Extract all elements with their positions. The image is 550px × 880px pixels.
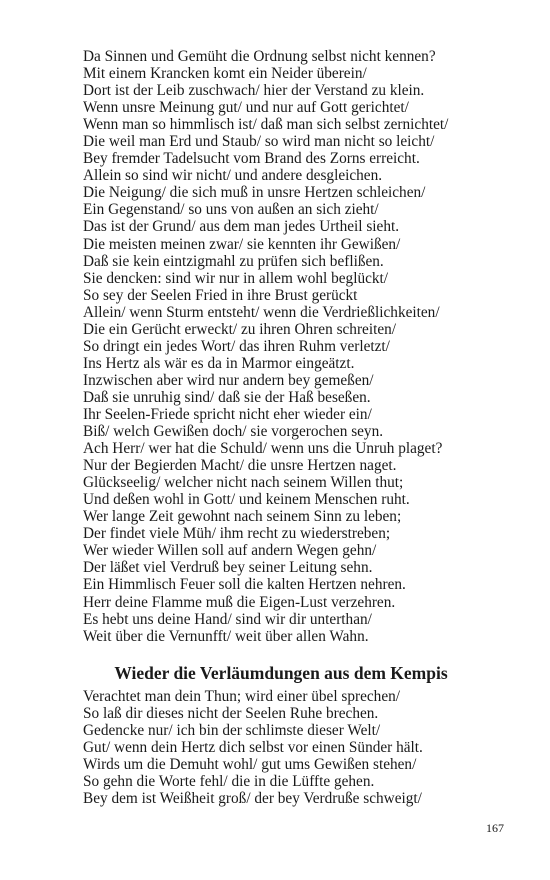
verse-line: Da Sinnen und Gemüht die Ordnung selbst nicht kennen?	[83, 48, 436, 65]
verse-line: Es hebt uns deine Hand/ sind wir dir unterthan/	[83, 610, 372, 628]
verse-line: Ins Hertz als wär es da in Marmor eingeätzt.	[83, 354, 355, 372]
verse-line: So sey der Seelen Fried in ihre Brust gerückt	[83, 286, 358, 304]
verse-line: Ihr Seelen-Friede spricht nicht eher wieder ein/	[83, 405, 372, 423]
verse-line: Das ist der Grund/ aus dem man jedes Urtheil sieht.	[83, 218, 400, 236]
verse-line: Nur der Begierden Macht/ die unsre Hertzen naget.	[83, 457, 397, 475]
verse-line: Wirds um die Demuht wohl/ gut ums Gewißen stehen/	[83, 756, 417, 774]
verse-line: Bey fremder Tadelsucht vom Brand des Zorns erreicht.	[83, 150, 420, 168]
verse-line: Sie dencken: sind wir nur in allem wohl beglückt/	[83, 269, 389, 287]
page-number: 167	[486, 821, 504, 835]
verse-line: Der findet viele Müh/ ihm recht zu wiederstreben;	[83, 525, 391, 543]
verse-line: Allein so sind wir nicht/ und andere desgleichen.	[83, 167, 383, 185]
verse-line: Ein Himmlisch Feuer soll die kalten Hertzen nehren.	[83, 576, 406, 594]
verse-line: Glückseelig/ welcher nicht nach seinem Willen thut;	[83, 474, 404, 492]
verse-line: So dringt ein jedes Wort/ das ihren Ruhm verletzt/	[83, 337, 390, 355]
verse-line: Daß sie kein eintzigmahl zu prüfen sich beflißen.	[83, 252, 384, 270]
verse-line: So laß dir dieses nicht der Seelen Ruhe brechen.	[83, 705, 379, 723]
verse-line: Herr deine Flamme muß die Eigen-Lust verzehren.	[83, 593, 396, 611]
verse-line: Gedencke nur/ ich bin der schlimste dieser Welt/	[83, 722, 381, 740]
verse-line: Mit einem Krancken komt ein Neider überein/	[83, 65, 367, 83]
verse-line: Weit über die Vernunfft/ weit über allen Wahn.	[83, 627, 369, 645]
poem-title: Wieder die Verläumdungen aus dem Kempis	[114, 663, 448, 683]
verse-line: Verachtet man dein Thun; wird einer übel sprechen/	[83, 688, 401, 705]
verse-line: Biß/ welch Gewißen doch/ sie vorgerochen seyn.	[83, 423, 384, 441]
poem-stanza-kempis	[83, 688, 523, 807]
verse-line: Und deßen wohl in Gott/ und keinem Menschen ruht.	[83, 491, 410, 509]
verse-line: Ach Herr/ wer hat die Schuld/ wenn uns die Unruh plaget?	[83, 440, 443, 458]
verse-line: Die ein Gerücht erweckt/ zu ihren Ohren schreiten/	[83, 320, 397, 338]
verse-line: Wer lange Zeit gewohnt nach seinem Sinn zu leben;	[83, 508, 402, 526]
verse-line: Die weil man Erd und Staub/ so wird man nicht so leicht/	[83, 133, 435, 151]
verse-line: Gut/ wenn dein Hertz dich selbst vor einen Sünder hält.	[83, 739, 423, 757]
verse-line: Ein Gegenstand/ so uns von außen an sich zieht/	[83, 201, 379, 219]
verse-line: Dort ist der Leib zuschwach/ hier der Verstand zu klein.	[83, 82, 425, 100]
verse-line: Allein/ wenn Sturm entsteht/ wenn die Verdrießlichkeiten/	[83, 303, 440, 321]
verse-line: Die Neigung/ die sich muß in unsre Hertzen schleichen/	[83, 184, 426, 202]
verse-line: Die meisten meinen zwar/ sie kennten ihr Gewißen/	[83, 235, 401, 253]
verse-line: Der läßet viel Verdruß bey seiner Leitung sehn.	[83, 559, 373, 577]
verse-line: So gehn die Worte fehl/ die in die Lüffte gehen.	[83, 773, 375, 791]
verse-line: Wenn man so himmlisch ist/ daß man sich selbst zernichtet/	[83, 116, 449, 134]
verse-line: Bey dem ist Weißheit groß/ der bey Verdruße schweigt/	[83, 790, 422, 808]
verse-line: Daß sie unruhig sind/ daß sie der Haß beseßen.	[83, 388, 371, 406]
verse-line: Wenn unsre Meinung gut/ und nur auf Gott gerichtet/	[83, 99, 409, 117]
verse-line: Inzwischen aber wird nur andern bey gemeßen/	[83, 371, 374, 389]
poem-stanza-continued	[83, 48, 523, 645]
verse-line: Wer wieder Willen soll auf andern Wegen gehn/	[83, 542, 377, 560]
